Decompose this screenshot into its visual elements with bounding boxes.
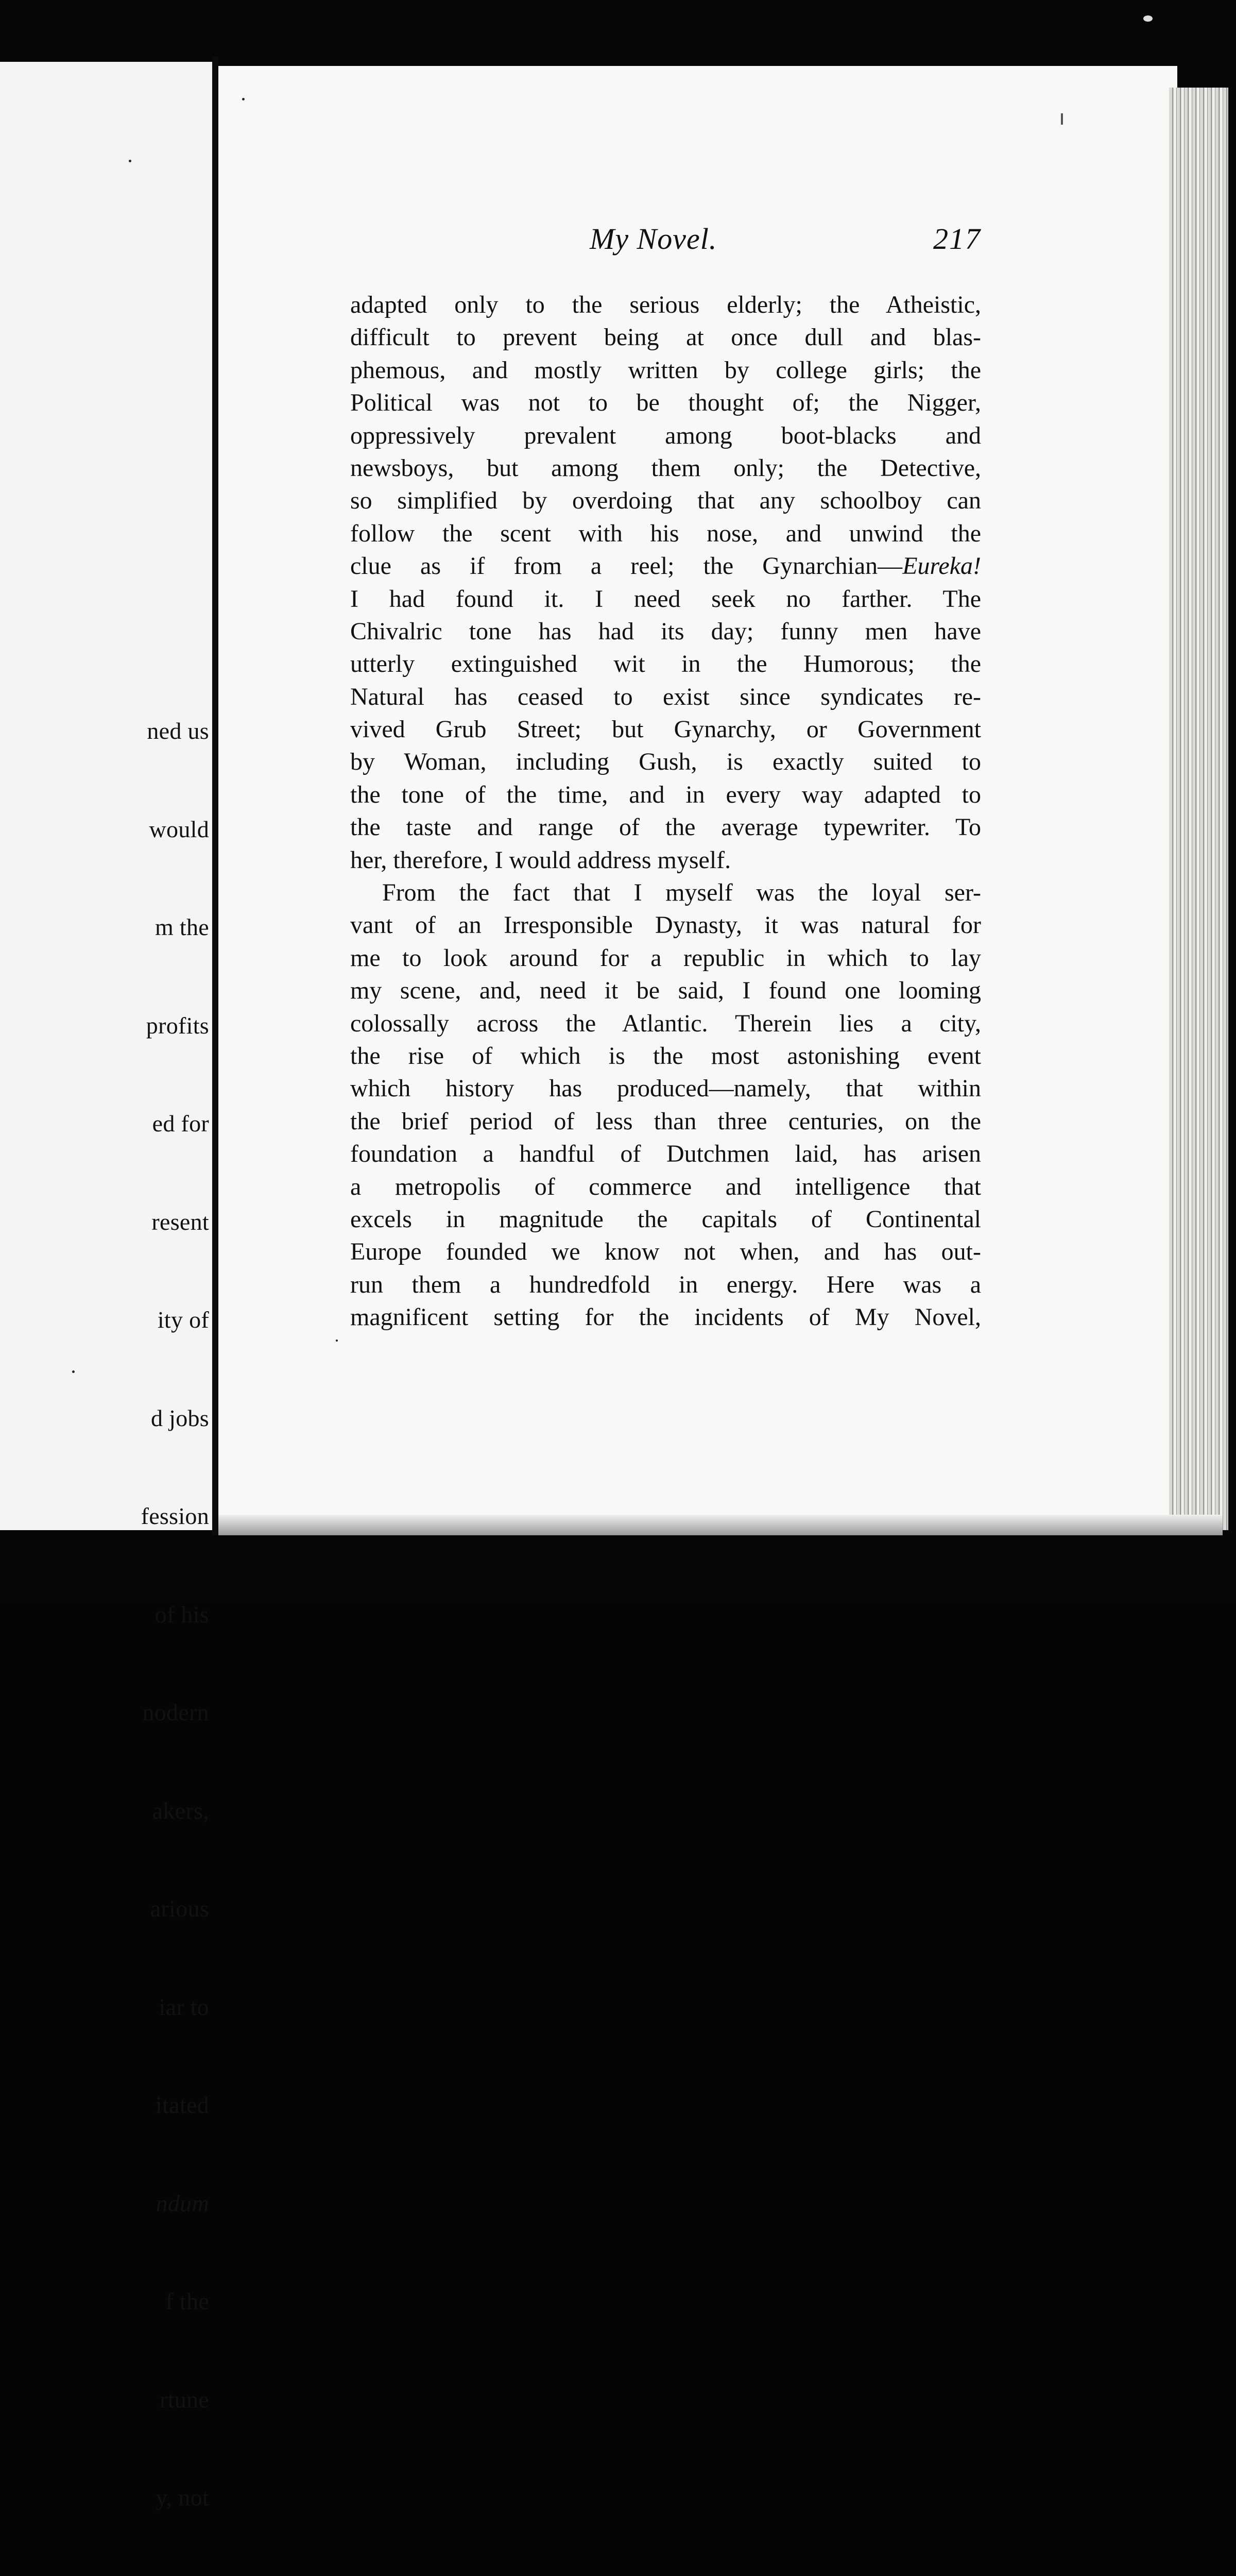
left-line: ned us	[147, 718, 209, 744]
left-line: rtune	[159, 2386, 209, 2413]
text-line: my scene, and, need it be said, I found one looming	[350, 977, 981, 1005]
left-line: itated	[156, 2092, 209, 2118]
text-line: me to look around for a republic in which to lay	[350, 944, 981, 972]
left-page	[0, 62, 216, 2511]
text-line: run them a hundredfold in energy. Here was a	[350, 1270, 981, 1298]
text-line: magnificent setting for the incidents of My Novel,	[350, 1303, 981, 1331]
text-line: which history has produced—namely, that within	[350, 1075, 981, 1103]
text-line: vived Grub Street; but Gynarchy, or Government	[350, 716, 981, 743]
text-line: the taste and range of the average typewriter. To	[350, 814, 981, 841]
left-line: would	[149, 816, 209, 842]
page-bottom-shadow	[218, 1515, 1223, 1535]
text-line: Natural has ceased to exist since syndicates re-	[350, 683, 981, 710]
left-line: d jobs	[151, 1404, 209, 1431]
text-line: by Woman, including Gush, is exactly suited to	[350, 748, 981, 776]
text-line: excels in magnitude the capitals of Continental	[350, 1205, 981, 1233]
body-text	[350, 289, 981, 1334]
left-page-text-fragments	[141, 649, 209, 2576]
line-start: clue as if from a reel; the Gynarchian—	[350, 552, 903, 580]
running-header	[350, 222, 981, 263]
text-line: I had found it. I need seek no farther. The	[350, 585, 981, 613]
text-line: a metropolis of commerce and intelligence that	[350, 1173, 981, 1200]
text-line: utterly extinguished wit in the Humorous; the	[350, 650, 981, 678]
left-line: arious	[150, 1895, 209, 1922]
text-line: so simplified by overdoing that any schoolboy can	[350, 487, 981, 515]
text-line: phemous, and mostly written by college girls; the	[350, 356, 981, 384]
italic-word: Eureka!	[902, 552, 981, 580]
text-line: the tone of the time, and in every way adapted to	[350, 781, 981, 808]
left-line: m the	[155, 914, 209, 940]
left-line: iar to	[159, 1993, 209, 2020]
text-line: Chivalric tone has had its day; funny men have	[350, 617, 981, 645]
text-line: Europe founded we know not when, and has out-	[350, 1238, 981, 1266]
book-gutter	[212, 57, 218, 1535]
text-line: newsboys, but among them only; the Detective,	[350, 454, 981, 482]
text-line: oppressively prevalent among boot-blacks and	[350, 421, 981, 449]
left-line: nodern	[142, 1699, 209, 1725]
text-line: the rise of which is the most astonishing event	[350, 1042, 981, 1070]
left-line: ity of	[157, 1307, 209, 1333]
left-line: profits	[146, 1012, 209, 1039]
paragraph-end-line: her, therefore, I would address myself.	[350, 846, 731, 874]
running-title: My Novel.	[590, 222, 717, 256]
left-line: f the	[165, 2288, 209, 2314]
left-line: of his	[154, 1601, 209, 1628]
text-line: follow the scent with his nose, and unwind the	[350, 519, 981, 547]
text-line: foundation a handful of Dutchmen laid, has arisen	[350, 1140, 981, 1168]
text-line: Political was not to be thought of; the Nigger,	[350, 389, 981, 417]
text-line: adapted only to the serious elderly; the Atheistic,	[350, 291, 981, 318]
left-line: y, not	[156, 2484, 209, 2511]
text-line: the brief period of less than three centuries, on the	[350, 1107, 981, 1135]
page-edges	[1169, 88, 1228, 1530]
left-line: ed for	[152, 1110, 209, 1137]
page-number: 217	[933, 222, 981, 256]
paragraph-start-line: From the fact that I myself was the loyal ser-	[382, 879, 981, 907]
left-line: fession	[141, 1503, 209, 1529]
text-line: colossally across the Atlantic. Therein lies a city,	[350, 1009, 981, 1037]
left-line: ndum	[156, 2190, 209, 2216]
text-line-with-italic	[350, 550, 981, 582]
text-line: vant of an Irresponsible Dynasty, it was natural for	[350, 911, 981, 939]
text-line: difficult to prevent being at once dull and blas-	[350, 324, 981, 351]
left-line: resent	[151, 1208, 209, 1235]
left-line: akers,	[152, 1797, 209, 1824]
